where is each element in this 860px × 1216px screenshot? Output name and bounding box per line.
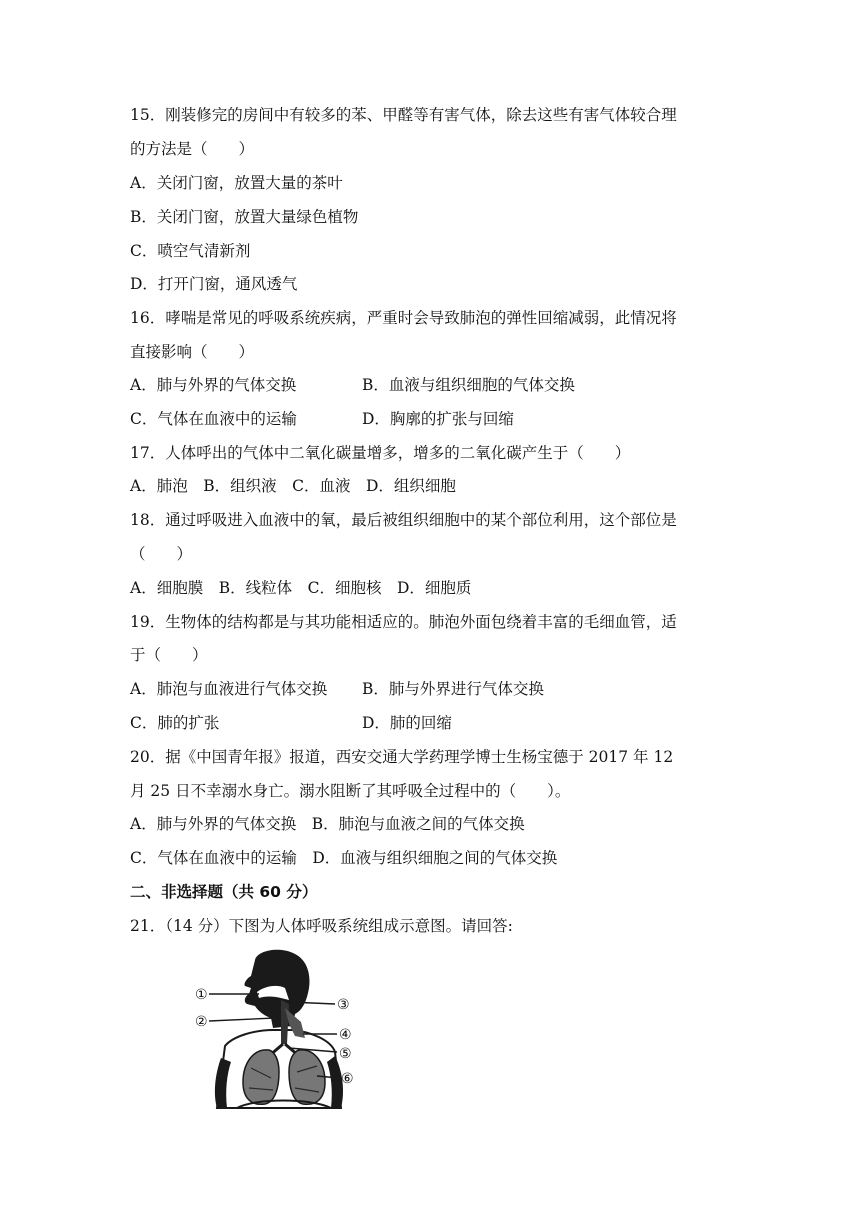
q19-option-b: B．肺与外界进行气体交换 [362, 680, 544, 698]
q15-option-d: D．打开门窗，通风透气 [130, 275, 298, 293]
label-5: ⑤ [339, 1046, 352, 1062]
q16-options-row2 [130, 407, 514, 431]
q20-stem-line1: 20．据《中国青年报》报道，西安交通大学药理学博士生杨宝德于 2017 年 12 [130, 748, 674, 766]
q20-stem-line2: 月 25 日不幸溺水身亡。溺水阻断了其呼吸全过程中的（ ）。 [130, 782, 571, 800]
q15-option-a: A．关闭门窗，放置大量的茶叶 [130, 174, 343, 192]
label-line-2 [209, 1018, 275, 1021]
q19-stem-line1: 19．生物体的结构都是与其功能相适应的。肺泡外面包绕着丰富的毛细血管，适 [130, 613, 677, 631]
label-4: ④ [339, 1027, 352, 1043]
q21-stem: 21．（14 分）下图为人体呼吸系统组成示意图。请回答: [130, 917, 513, 935]
q19-stem-line2: 于（ ） [130, 646, 208, 664]
q19-option-d: D．肺的回缩 [362, 714, 452, 732]
label-3: ③ [337, 997, 350, 1013]
q19-option-c: C．肺的扩张 [130, 714, 220, 732]
q19-option-a: A．肺泡与血液进行气体交换 [130, 680, 328, 698]
q16-option-a: A．肺与外界的气体交换 [130, 376, 297, 394]
respiratory-system-figure [185, 948, 365, 1113]
q16-option-d: D．胸廓的扩张与回缩 [362, 410, 514, 428]
label-6: ⑥ [341, 1071, 354, 1087]
q18-stem-line2: （ ） [130, 545, 193, 563]
q15-option-c: C．喷空气清新剂 [130, 242, 251, 260]
q19-options-row1 [130, 677, 544, 701]
q15-option-b: B．关闭门窗，放置大量绿色植物 [130, 208, 359, 226]
respiratory-system-diagram [185, 948, 365, 1113]
q16-options-row1 [130, 373, 575, 397]
q16-option-b: B．血液与组织细胞的气体交换 [362, 376, 575, 394]
q20-options-line2: C．气体在血液中的运输 D．血液与组织细胞之间的气体交换 [130, 849, 558, 867]
q16-stem-line2: 直接影响（ ） [130, 343, 255, 361]
q16-stem-line1: 16．哮喘是常见的呼吸系统疾病，严重时会导致肺泡的弹性回缩减弱，此情况将 [130, 309, 677, 327]
section-heading: 二、非选择题（共 60 分） [130, 883, 318, 901]
label-1: ① [195, 987, 208, 1003]
label-2: ② [195, 1014, 208, 1030]
q17-stem: 17．人体呼出的气体中二氧化碳量增多，增多的二氧化碳产生于（ ） [130, 444, 631, 462]
q15-stem-line1: 15．刚装修完的房间中有较多的苯、甲醛等有害气体，除去这些有害气体较合理 [130, 106, 677, 124]
q15-stem-line2: 的方法是（ ） [130, 140, 255, 158]
q18-options: A．细胞膜 B．线粒体 C．细胞核 D．细胞质 [130, 579, 472, 597]
q18-stem-line1: 18．通过呼吸进入血液中的氧，最后被组织细胞中的某个部位利用，这个部位是 [130, 511, 677, 529]
q19-options-row2 [130, 711, 452, 735]
q20-options-line1: A．肺与外界的气体交换 B．肺泡与血液之间的气体交换 [130, 815, 525, 833]
q16-option-c: C．气体在血液中的运输 [130, 410, 297, 428]
q17-options: A．肺泡 B．组织液 C．血液 D．组织细胞 [130, 477, 456, 495]
